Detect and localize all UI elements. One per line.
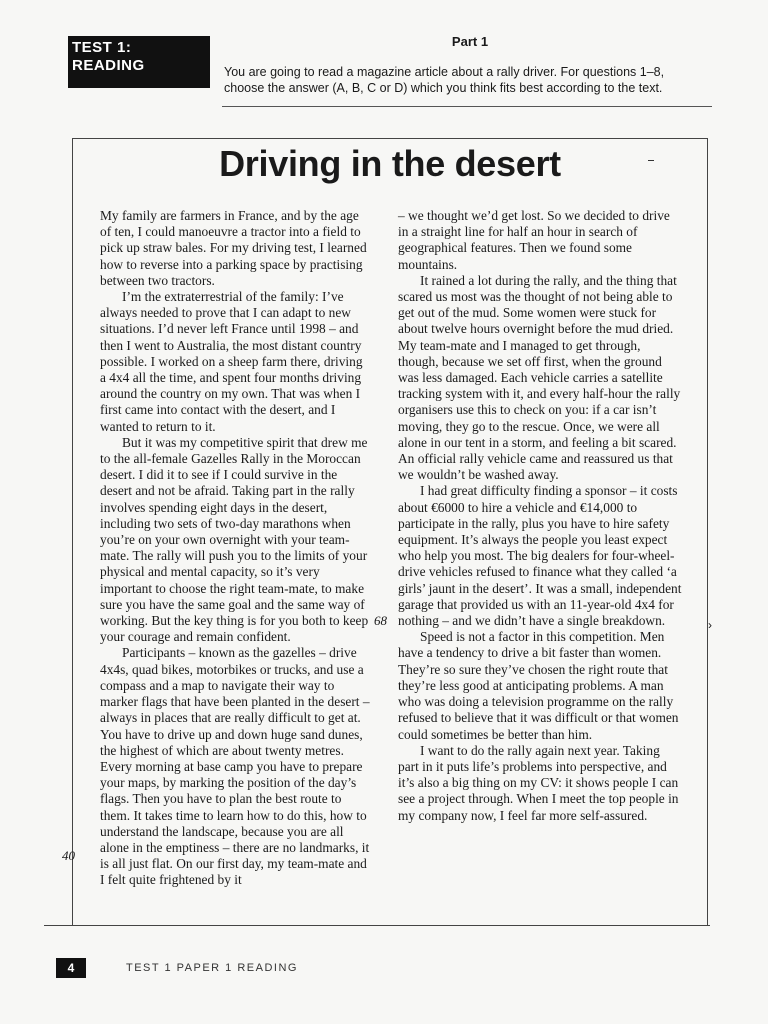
line-marker: 40 (62, 848, 75, 863)
paragraph: Participants – known as the gazelles – drive 4x4s, quad bikes, motorbikes or trucks, and use a compass and a map to navigate their way to marker flags that have been planted in the desert – always in places that are really difficult to get at. You have to drive up and down huge sand dunes, the highest of which are about twenty metres. Every morning at base camp you have to prepare your maps, by marking the position of the day’s flags. Then you have to plan the best route to them. It takes time to learn how to do this, how to understand the landscape, because you are all alone in the emptiness – there are no landmarks, it is all just flat. On our first day, my team-mate and I felt quite frightened by it (100, 645, 370, 888)
paragraph: – we thought we’d get lost. So we decided to drive in a straight line for half an hour in search of geographical features. Then we found some mountains. (398, 208, 670, 272)
instructions-text: You are going to read a magazine article about a rally driver. For questions 1–8, choose the answer (A, B, C or D) which you think fits best according to the text. (224, 65, 665, 95)
page-number: 4 (56, 958, 86, 978)
article-bottom-rule (44, 925, 710, 926)
part-title: Part 1 (451, 34, 489, 49)
paragraph: It rained a lot during the rally, and the thing that scared us most was the thought of not being able to get out of the mud. Some women were stuck for about twelve hours overnight before the mud dried. My team-mate and I managed to get through, though, because we set off first, when the ground was less damaged. Each vehicle carries a satellite tracking system with it, and every half-hour the rally organisers use this to check on you: if a car isn’t moving, they go to the rescue. Once, we were all alone in our tent in a storm, and feeling a bit scared. An official rally vehicle came and reassured us that we wouldn’t be washed away. (398, 272, 681, 483)
article-title: Driving in the desert (219, 143, 561, 184)
paragraph: I want to do the rally again next year. Taking part in it puts life’s problems into perspective, and it’s also a big thing on my CV: it shows people I can see a project through. When I meet the top people in my company now, I feel far more self-assured. (398, 742, 679, 823)
article-right-column (398, 208, 683, 824)
test-label-line2: READING (72, 57, 145, 74)
paragraph: I had great difficulty finding a sponsor – it costs about €6000 to hire a vehicle and €14,000 to participate in the rally, plus you have to hire safety equipment. It’s always the people you least expect who help you most. The big dealers for four-wheel-drive vehicles refused to finance what they called ‘a girls’ jaunt in the desert’. It was a small, independent garage that provided us with an 11-year-old 4x4 for nothing – and we didn’t have a single breakdown. (398, 483, 682, 629)
paragraph: Speed is not a factor in this competition. Men have a tendency to drive a bit faster than women. They’re so sure they’ve chosen the right route that they’re less good at anticipating problems. A man who was doing a television programme on the rally refused to believe that it was difficult or that women could sometimes be better than him. (398, 629, 679, 742)
decorative-dash (648, 160, 654, 161)
article-left-column (100, 208, 370, 889)
margin-mark: › (708, 618, 712, 632)
test-label (68, 36, 210, 88)
paragraph: I’m the extraterrestrial of the family: I’ve always needed to prove that I can adapt to new situations. I’d never left France until 1998 – and then I went to Australia, the most distant country possible. I worked on a sheep farm there, driving a 4x4 all the time, and spent four months driving around the country on my own. That was when I first came into contact with the desert, and I wanted to return to it. (100, 289, 363, 434)
test-label-line1: TEST 1: (72, 39, 132, 56)
header-divider (222, 106, 712, 107)
paragraph: My family are farmers in France, and by the age of ten, I could manoeuvre a tractor into a field to pick up straw bales. For my driving test, I learned how to reverse into a parking space by practising between two tractors. (100, 208, 367, 288)
paragraph: But it was my competitive spirit that drew me to the all-female Gazelles Rally in the Moroccan desert. I did it to see if I could survive in the desert and not be afraid. Taking part in the rally involves spending eight days in the desert, including two sets of two-day marathons when you’re on your own overnight with your team-mate. The rally will push you to the limits of your physical and mental capacity, so it’s very important to choose the right team-mate, to make sure you have the same goal and the same way of working. But the key thing is for you both to keep your courage and remain confident. (100, 434, 369, 645)
footer-label: TEST 1 PAPER 1 READING (126, 962, 298, 974)
line-marker: 68 (374, 613, 387, 628)
